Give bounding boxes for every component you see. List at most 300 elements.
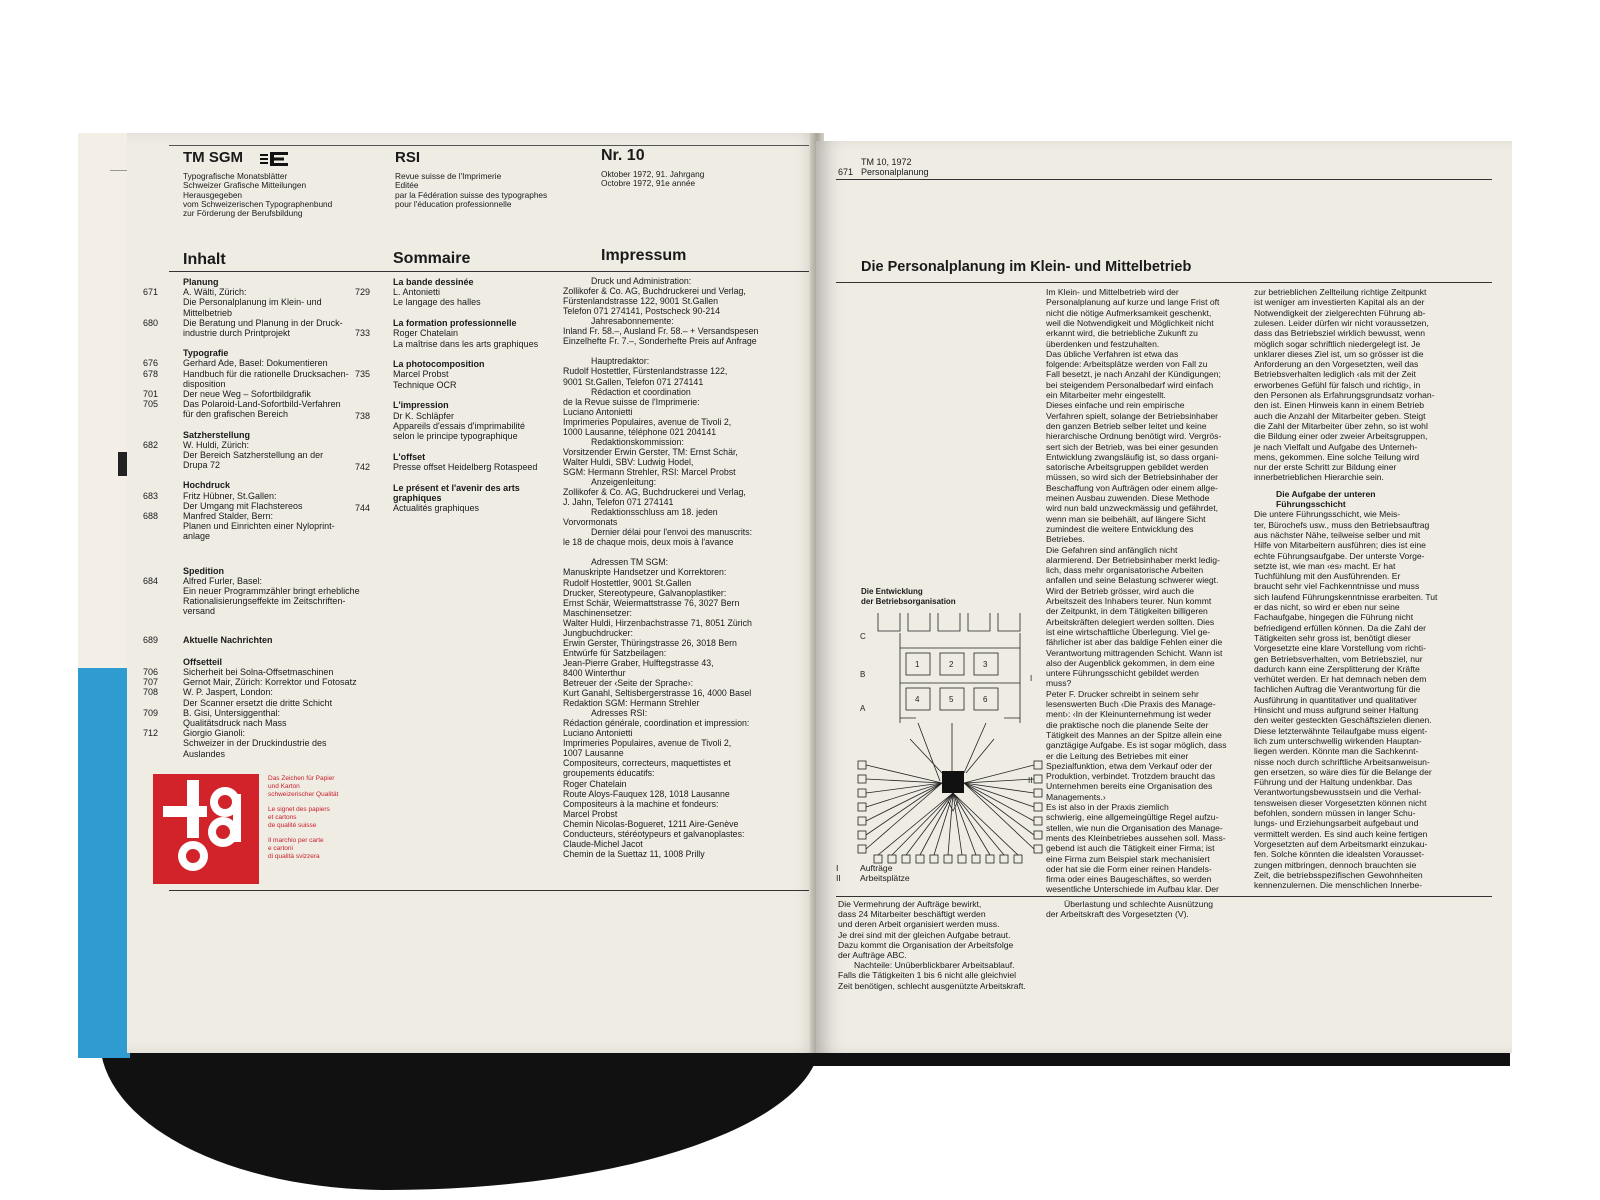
impressum-line: Ernst Schär, Weiermattstrasse 76, 3027 Bern <box>563 597 740 608</box>
impressum-line: Dernier délai pour l'envoi des manuscrits: <box>591 527 753 538</box>
sommaire-page-number: 735 <box>355 369 371 380</box>
caption-line: Die Vermehrung der Aufträge bewirkt, <box>838 899 982 909</box>
workplace-box <box>858 761 866 769</box>
order-bin <box>968 613 990 631</box>
swiss-quality-logo <box>153 774 259 884</box>
article-text-line: befriedigend erfüllen können. Da die Zahl der <box>1254 622 1426 633</box>
article-text-line: überdenken und festzuhalten. <box>1046 338 1160 349</box>
impressum-line: Vorsitzender Erwin Gerster, TM: Ernst Schär, <box>563 446 738 457</box>
article-text-line: vermittelt werden. Es sind auch keine fertigen <box>1254 828 1428 839</box>
article-text-line: Anforderung an den Vorgesetzten, weil das <box>1254 359 1419 370</box>
workplace-box <box>858 831 866 839</box>
impressum-line: Jungbuchdrucker: <box>563 627 633 638</box>
inhalt-page-number: 705 <box>143 399 159 410</box>
inhalt-page-number: 706 <box>143 667 159 677</box>
inhalt-section-title: Planung <box>183 277 219 287</box>
inhalt-section-title: Offsetteil <box>183 656 223 667</box>
inhalt-page-number: 712 <box>143 728 159 739</box>
article-text-line: befohlen, sondern müssen in langer Schu- <box>1254 808 1416 818</box>
section-name: Personalplanung <box>861 167 929 177</box>
inhalt-page-number: 682 <box>143 439 159 450</box>
inhalt-entry-line: Drupa 72 <box>183 460 221 471</box>
article-text-line: verhütet werden. Er hat demnach neben dem <box>1254 674 1427 685</box>
impressum-line: Conducteurs, stéréotypeurs et galvanoplastes: <box>563 828 745 839</box>
task-box-label: 3 <box>983 660 988 669</box>
masthead-line: Herausgegeben <box>183 189 243 200</box>
page-number: 671 <box>838 167 854 177</box>
article-text-line: gen Betriebsverhalten, vom Betriebsziel, nur <box>1254 653 1423 664</box>
article-text-line: gebend ist auch die Tätigkeit einer Firma; ist <box>1046 843 1215 854</box>
back-cover-cyan-band <box>78 668 130 1058</box>
article-text-line: den Personen als Erfahrungsgrundsatz vorhan- <box>1254 390 1435 400</box>
quality-logo-caption-line: et cartons <box>268 814 297 821</box>
task-box-label: 1 <box>915 660 920 669</box>
workplace-box <box>858 845 866 853</box>
article-text-line: echte Führungsaufgabe. Der unterste Vorge- <box>1254 550 1425 561</box>
issue-date-line: Oktober 1972, 91. Jahrgang <box>601 169 705 179</box>
grid-frame <box>900 633 1020 723</box>
caption-line: Falls die Tätigkeiten 1 bis 6 nicht alle gleichviel <box>838 970 1017 981</box>
quality-logo-caption-line: und Karton <box>268 783 300 790</box>
article-text-line: Ausführung in quantitativer und qualitativer <box>1254 694 1417 705</box>
inhalt-page-number: 709 <box>143 707 159 718</box>
impressum-line: Drucker, Stereotypeure, Galvanoplastiker: <box>563 587 727 598</box>
article-text-line: Führung und der Haltung undenkbar. Das <box>1254 777 1413 788</box>
article-text-line: ganztägige Aufgabe. Es ist sogar möglich, dass <box>1046 740 1227 751</box>
caption-line: dass 24 Mitarbeiter beschäftigt werden <box>838 909 986 920</box>
caption-line: Zeit benötigen, schlecht ausgenützte Arbeitskraft. <box>838 980 1026 991</box>
article-text-line: Managements.› <box>1046 791 1106 802</box>
sommaire-page-number: 744 <box>355 502 371 513</box>
right-page <box>816 141 1512 1053</box>
radiating-line <box>953 793 1018 855</box>
masthead-line: vom Schweizerischen Typographenbund <box>183 198 333 209</box>
task-box-label: 2 <box>949 660 954 669</box>
article-text-line: meinen Ausbau zuwenden. Diese Methode <box>1046 493 1210 503</box>
quality-logo-caption-line: Das Zeichen für Papier <box>268 775 335 782</box>
article-text-line: sich laufend Führungskenntnisse erarbeiten. Tut <box>1254 591 1438 602</box>
inhalt-page-number: 701 <box>143 389 159 399</box>
article-text-line: folgende: Arbeitsplätze werden von Fall zu <box>1046 359 1208 370</box>
article-text-line: den weiter gesteckten Geschäftszielen dienen. <box>1254 715 1432 726</box>
task-box-label: 4 <box>915 695 920 704</box>
impressum-line: Rédaction générale, coordination et impression: <box>563 718 750 729</box>
workplace-box <box>958 855 966 863</box>
article-text-line: braucht sehr viel Fachkenntnisse und muss <box>1254 581 1420 592</box>
inhalt-entry-line: Qualitätsdruck nach Mass <box>183 718 287 728</box>
masthead-line: par la Fédération suisse des typographes <box>395 189 548 200</box>
impressum-line: Roger Chatelain <box>563 778 627 789</box>
impressum-line: Adresses RSI: <box>591 708 648 719</box>
article-text-line: zur betrieblichen Zellteilung richtige Zeitpunkt <box>1254 287 1427 297</box>
article-text-line: fen. Solche könnten die idealsten Vorausset- <box>1254 849 1425 860</box>
workplace-box <box>1034 831 1042 839</box>
impressum-line: Imprimeries Populaires, avenue de Tivoli 2, <box>563 738 732 749</box>
impressum-line: Inland Fr. 58.–, Ausland Fr. 58.– + Versandspesen <box>563 326 759 337</box>
impressum-line: Compositeurs, correcteurs, maquettistes et <box>563 758 731 769</box>
impressum-line: Zollikofer & Co. AG, Buchdruckerei und Verlag, <box>563 286 746 297</box>
article-text-line: Hilfe von Mitarbeitern ausführen; dies ist eine <box>1254 540 1426 551</box>
sommaire-section-title: La formation professionnelle <box>393 318 517 329</box>
article-text-line: Produktion, verbindet. Trotzdem braucht das <box>1046 771 1216 782</box>
article-text-line: Diese letzterwähnte Teilaufgabe muss eigent- <box>1254 725 1428 736</box>
article-text-line: Arbeitskräften delegiert werden sollten. Dies <box>1046 616 1215 627</box>
masthead-line: Editée <box>395 180 419 191</box>
supervisor-box <box>942 771 964 793</box>
inhalt-entry-line: Gernot Mair, Zürich: Korrektor und Fotosatz <box>183 677 357 688</box>
article-text-line: liegen werden. Könnte man die Sachkennt- <box>1254 746 1419 757</box>
article-text-line: lesenswerten Buch ‹Die Praxis des Manage- <box>1046 699 1216 709</box>
radiating-line <box>878 793 953 855</box>
article-text-line: satorische Arbeitsgruppen gebildet werden <box>1046 462 1209 473</box>
sommaire-entry-line: Le langage des halles <box>393 297 481 308</box>
radiating-line <box>906 793 953 855</box>
impressum-line: 1007 Lausanne <box>563 748 624 759</box>
article-text-line: ments des Kleinbetriebes aussehen soll. Mass- <box>1046 832 1226 843</box>
impressum-line: Entwürfe für Satzbeilagen: <box>563 647 667 658</box>
masthead-line: Revue suisse de l'Imprimerie <box>395 171 502 181</box>
sommaire-section-title: graphiques <box>393 492 442 503</box>
article-text-line: den ist. Einen Hinweis kann in einem Betrieb <box>1254 400 1425 411</box>
quality-logo-caption-line: de qualité suisse <box>268 822 317 829</box>
impressum-line: Walter Huldi, SBV: Ludwig Hodel, <box>563 456 694 467</box>
article-text-line: Fall besetzt, je nach Anzahl der Kündigungen; <box>1046 369 1221 380</box>
radiating-line <box>866 765 942 783</box>
article-text-line: Spezialfunktion, etwa dem Verkauf oder der <box>1046 760 1213 771</box>
order-bin <box>908 613 930 631</box>
article-text-line: ist eine wirtschaftliche Überlegung. Viel ge- <box>1046 626 1211 637</box>
caption-line: Überlastung und schlechte Ausnützung <box>1064 899 1214 909</box>
radiating-line <box>964 783 1034 793</box>
masthead-tm-sgm: TM SGM <box>183 149 243 166</box>
radiating-line <box>964 779 1034 783</box>
inhalt-entry-line: Sicherheit bei Solna-Offsetmaschinen <box>183 667 334 677</box>
inhalt-entry-line: Rationalisierungseffekte im Zeitschriften- <box>183 596 346 607</box>
quality-logo-caption-line: schweizerischer Qualität <box>268 791 339 798</box>
issue-date-line: Octobre 1972, 91e année <box>601 178 696 189</box>
heading-sommaire: Sommaire <box>393 250 471 267</box>
impressum-line: Erwin Gerster, Thüringstrasse 26, 3018 Bern <box>563 637 737 648</box>
workplace-box <box>858 817 866 825</box>
impressum-line: Luciano Antonietti <box>563 728 633 739</box>
article-text-line: der Zeitpunkt, in dem Tätigkeiten billigeren <box>1046 606 1208 617</box>
impressum-line: Redaktionsschluss am 18. jeden <box>591 507 718 518</box>
impressum-line: Walter Huldi, Hirzenbachstrasse 71, 8051 Zürich <box>563 617 752 628</box>
article-text-line: lich zum unterschwellig wirkenden Hauptan- <box>1254 735 1422 746</box>
inhalt-entry-line: Gerhard Ade, Basel: Dokumentieren <box>183 358 328 369</box>
article-text-line: Hinsicht und muss aufgrund seiner Haltung <box>1254 705 1419 715</box>
inhalt-page-number: 707 <box>143 677 159 688</box>
article-text-line: auch die Anzahl der Mitarbeiter geben. Steigt <box>1254 410 1426 421</box>
inhalt-page-number: 678 <box>143 368 159 379</box>
row-label-a: A <box>860 704 866 713</box>
sommaire-page-number: 729 <box>355 287 371 298</box>
left-page <box>127 133 824 1053</box>
article-text-line: Zeit, die betriebsspezifischen Gewohnheiten <box>1254 869 1423 880</box>
article-text-line: untere Führungsschicht gebildet werden <box>1046 668 1199 679</box>
workplace-box <box>986 855 994 863</box>
article-text-line: aus nächster Nähe, teilweise selber und mit <box>1254 529 1421 540</box>
impressum-line: Compositeurs à la machine et fondeurs: <box>563 798 719 809</box>
sommaire-entry-line: Actualités graphiques <box>393 502 480 513</box>
sommaire-entry-line: Appareils d'essais d'imprimabilité <box>393 420 525 431</box>
article-text-line: Peter F. Drucker schreibt in seinem sehr <box>1046 688 1199 699</box>
workplace-box <box>874 855 882 863</box>
impressum-line: Rudolf Hostettler, 9001 St.Gallen <box>563 577 692 588</box>
article-text-line: je nach Vielfalt und Aufgabe des Unterneh- <box>1254 441 1418 452</box>
article-text-line: erworbenes Gefühl für falsch und richtig›, in <box>1254 379 1421 390</box>
article-text-line: schwierig, eine allgemeingültige Regel aufzu- <box>1046 812 1219 823</box>
article-text-line: er die Leitung des Betriebes mit einer <box>1046 750 1189 761</box>
impressum-line: Druck und Administration: <box>591 276 692 286</box>
article-text-line: alarmierend. Der Betriebsinhaber merkt ledig- <box>1046 554 1220 565</box>
article-text-line: wenn man sie beibehält, auf längere Sicht <box>1046 513 1206 524</box>
article-text-line: Tätigkeit des Mannes an der Spitze allein eine <box>1046 729 1222 740</box>
article-text-line: fährlicher ist aber das baldige Fehlen einer die <box>1046 637 1223 648</box>
impressum-line: groupements éducatifs: <box>563 768 655 779</box>
radiating-line <box>964 765 1034 783</box>
impressum-line: Vorvormonats <box>563 517 618 528</box>
sommaire-section-title: L'impression <box>393 400 449 411</box>
impressum-line: Maschinensetzer: <box>563 607 632 618</box>
masthead-line: zur Förderung der Berufsbildung <box>183 208 303 219</box>
task-box-label: 5 <box>949 695 954 704</box>
article-text-line: dadurch kann eine Zersplitterung der Kräfte <box>1254 663 1420 674</box>
sommaire-section-title: L'offset <box>393 451 426 462</box>
legend-label: Aufträge <box>860 863 893 873</box>
article-text-line: wird nun bald unzweckmässig und gefährdet, <box>1046 503 1218 514</box>
inhalt-page-number: 708 <box>143 687 159 698</box>
sommaire-entry-line: Presse offset Heidelberg Rotaspeed <box>393 461 538 472</box>
organization-diagram-svg <box>854 611 1044 884</box>
impressum-line: Chemin Nicolas-Bogueret, 1211 Aire-Genève <box>563 818 739 829</box>
article-text-line: zungen mitbringen, dennoch brauchten sie <box>1254 859 1417 870</box>
inhalt-entry-line: versand <box>183 606 216 617</box>
article-text-line: Verantwortungsbewusstsein und die Verhal- <box>1254 787 1422 798</box>
article-text-line: er das nicht, so wird er eben nur seine <box>1254 602 1400 612</box>
impressum-line: 1000 Lausanne, téléphone 021 204141 <box>563 426 717 437</box>
inhalt-entry-line: Auslandes <box>183 748 226 759</box>
workplace-box <box>930 855 938 863</box>
inhalt-section-title: Typografie <box>183 348 229 359</box>
article-text-line: Das übliche Verfahren ist etwa das <box>1046 348 1179 359</box>
inhalt-page-number: 671 <box>143 287 159 298</box>
masthead-rsi: RSI <box>395 149 421 166</box>
title-rule <box>836 282 1492 283</box>
radiating-line <box>964 783 1034 807</box>
inhalt-entry-line: A. Wälti, Zürich: <box>183 287 247 298</box>
article-text-line: zulesen. Leider dürfen wir nicht voraussetzen, <box>1254 317 1429 328</box>
inhalt-section-title: Satzherstellung <box>183 429 251 440</box>
contents-rule <box>169 271 809 272</box>
workplace-box <box>1034 845 1042 853</box>
running-head: TM 10, 1972 <box>861 157 912 167</box>
inhalt-entry-line: Der Umgang mit Flachstereos <box>183 500 303 511</box>
organization-diagram <box>854 611 1044 884</box>
inhalt-entry-line: disposition <box>183 378 226 389</box>
article-text-line: Es ist also in der Praxis ziemlich <box>1046 802 1169 812</box>
header-rule <box>836 179 1492 180</box>
article-text-line: Verfahren spielt, solange der Betriebsinhaber <box>1046 410 1218 421</box>
inhalt-entry-line: Das Polaroid-Land-Sofortbild-Verfahren <box>183 399 341 410</box>
masthead-line: Schweizer Grafische Mitteilungen <box>183 180 307 191</box>
workplace-box <box>1034 761 1042 769</box>
article-text-line: firma oder eines Baugeschäftes, so werden <box>1046 874 1212 885</box>
sommaire-entry-line: selon le principe typographique <box>393 430 518 441</box>
inhalt-page-number: 688 <box>143 511 159 521</box>
inhalt-entry-line: Schweizer in der Druckindustrie des <box>183 738 327 749</box>
article-text-line: oder hat sie die Form einer reinen Handels- <box>1046 863 1212 874</box>
row-label-b: B <box>860 670 866 679</box>
article-subheading: Die Aufgabe der unteren <box>1276 488 1376 499</box>
order-bin <box>938 613 960 631</box>
quality-logo-caption-line: e cartoni <box>268 845 293 852</box>
article-text-line: Wird der Betrieb grösser, wird auch die <box>1046 585 1195 596</box>
impressum-line: Kurt Ganahl, Seltisbergerstrasse 16, 4000 Basel <box>563 688 752 699</box>
sommaire-page-number: 742 <box>355 461 371 472</box>
inhalt-entry-line: Alfred Furler, Basel: <box>183 575 263 586</box>
workplace-box <box>1034 789 1042 797</box>
inhalt-page-number: 680 <box>143 317 159 328</box>
impressum-line: Einzelhefte Fr. 7.–, Sonderhefte Preis auf Anfrage <box>563 336 757 347</box>
impressum-line: Route Aloys-Fauquex 128, 1018 Lausanne <box>563 788 730 799</box>
article-text-line: Die untere Führungsschicht, wie Meis- <box>1254 509 1401 520</box>
radiating-line <box>964 783 1034 849</box>
article-text-line: ein Mitarbeiter mehr eingestellt. <box>1046 390 1166 400</box>
article-text-line: tensweisen dieser Vorgesetzten können nicht <box>1254 797 1427 808</box>
sommaire-section-title: La bande dessinée <box>393 277 474 287</box>
article-text-line: müssen, so wird sich der Betriebsinhaber der <box>1046 472 1218 483</box>
caption-line: Dazu kommt die Organisation der Arbeitsfolge <box>838 939 1014 950</box>
radiating-line <box>953 793 976 855</box>
inhalt-entry-line: Der neue Weg – Sofortbildgrafik <box>183 389 311 399</box>
article-text-line: ment›: ‹In der Kleinunternehmung ist weder <box>1046 709 1212 720</box>
inhalt-entry-line: Planen und Einrichten einer Nyloprint- <box>183 521 335 532</box>
sommaire-entry-line: Roger Chatelain <box>393 328 459 339</box>
quality-logo-caption-line: Le signet des papiers <box>268 806 330 813</box>
impressum-line: Marcel Probst <box>563 808 618 819</box>
article-text-line: Unternehmen bereits eine Organisation des <box>1046 781 1213 792</box>
impressum-line: J. Jahn, Telefon 071 274141 <box>563 497 674 508</box>
workplace-box <box>916 855 924 863</box>
bottom-rule <box>169 890 809 891</box>
inhalt-page-number: 676 <box>143 358 159 369</box>
article-text-line: Die Gefahren sind anfänglich nicht <box>1046 544 1178 555</box>
radiating-line <box>866 783 942 807</box>
workplace-box <box>858 803 866 811</box>
article-text-line: Entwicklung zwangsläufig ist, so dass organi- <box>1046 451 1219 462</box>
sommaire-section-title: La photocomposition <box>393 359 485 370</box>
article-text-line: hierarchische Ordnung benötigt wird. Vergrös- <box>1046 431 1222 442</box>
workplace-box <box>858 775 866 783</box>
article-text-line: bei steigendem Personalbedarf wird einfach <box>1046 379 1214 390</box>
caption-line: der Arbeitskraft des Vorgesetzten (V). <box>1046 909 1189 920</box>
impressum-line: Zollikofer & Co. AG, Buchdruckerei und Verlag, <box>563 487 746 498</box>
article-text-line: erkannt wird, die betriebliche Zukunft zu <box>1046 328 1198 339</box>
inhalt-entry-line: Mittelbetrieb <box>183 307 233 318</box>
impressum-line: Redaktion SGM: Hermann Strehler <box>563 698 700 709</box>
article-text-line: mens, gekommen. Eine solche Teilung wird <box>1254 451 1420 462</box>
radiating-line <box>964 783 1034 835</box>
workplace-box <box>1034 775 1042 783</box>
inhalt-section-title: Hochdruck <box>183 480 231 491</box>
inhalt-page-number: 684 <box>143 575 159 586</box>
workplace-box <box>972 855 980 863</box>
radiating-line <box>866 783 942 835</box>
article-title: Die Personalplanung im Klein- und Mittelbetrieb <box>861 259 1192 275</box>
caption-line: Nachteile: Unüberblickbarer Arbeitsablauf. <box>854 960 1015 971</box>
article-text-line: die Bildung einer oder zweier Arbeitsgruppen, <box>1254 431 1428 442</box>
workplace-box <box>902 855 910 863</box>
article-text-line: Arbeitszeit des Inhabers teurer. Nun kommt <box>1046 596 1212 606</box>
sommaire-entry-line: Technique OCR <box>393 379 457 390</box>
article-text-line: fachlichen Auftrag die Verantwortung für die <box>1254 684 1421 695</box>
impressum-line: Fürstenlandstrasse 122, 9001 St.Gallen <box>563 296 719 307</box>
inhalt-entry-line: anlage <box>183 531 211 542</box>
article-text-line: wesentliche Unterschiede im Aufbau klar. Der <box>1046 884 1219 895</box>
impressum-line: 9001 St.Gallen, Telefon 071 274141 <box>563 376 704 387</box>
sommaire-page-number: 733 <box>355 328 371 339</box>
roman-label-ii: II <box>1028 776 1033 785</box>
article-text-line: eine Firma zum Beispiel stark mechanisiert <box>1046 853 1210 864</box>
article-text-line: ter, Bürochefs usw., muss den Betriebsauftrag <box>1254 519 1430 530</box>
impressum-line: Redaktionskommission: <box>591 436 684 447</box>
task-box-label: 6 <box>983 695 988 704</box>
inhalt-entry-line: Die Beratung und Planung in der Druck- <box>183 317 343 328</box>
impressum-line: 8400 Winterthur <box>563 667 626 678</box>
article-text-line: Betriebsverhalten lediglich ‹als mit der Zeit <box>1254 369 1416 380</box>
inhalt-section-title: Aktuelle Nachrichten <box>183 634 273 645</box>
article-text-line: Tuchfühlung mit den Ausführenden. Er <box>1254 571 1401 582</box>
article-text-line: Tätigkeiten sehr gross ist, benötigt dieser <box>1254 632 1411 643</box>
article-text-line: anfallen und seine Belastung schwerer wiegt. <box>1046 575 1219 586</box>
legend-label: Arbeitsplätze <box>860 873 910 884</box>
inhalt-entry-line: Der Scanner ersetzt die dritte Schicht <box>183 697 333 708</box>
inhalt-entry-line: für den grafischen Bereich <box>183 409 289 420</box>
article-text-line: zumindest die weitere Entwicklung des <box>1046 523 1194 534</box>
article-text-line: Vorgesetzte eine klare Vorstellung vom richti- <box>1254 643 1426 654</box>
article-text-line: nisse noch durch schriftliche Arbeitsanweisun- <box>1254 756 1430 767</box>
impressum-line: Telefon 071 274141, Postscheck 90-214 <box>563 306 720 317</box>
impressum-line: Luciano Antonietti <box>563 406 633 417</box>
impressum-line: Chemin de la Suettaz 11, 1008 Prilly <box>563 848 705 859</box>
article-text-line: dass das Betriebsziel wirklich bewusst, wenn <box>1254 328 1425 339</box>
caption-line: Je drei sind mit der gleichen Aufgabe betraut. <box>838 929 1011 940</box>
workplace-box <box>1034 803 1042 811</box>
article-text-line: muss? <box>1046 678 1072 689</box>
masthead-line: pour l'éducation professionnelle <box>395 198 512 209</box>
impressum-line: Betreuer der ‹Seite der Sprache›: <box>563 678 694 688</box>
article-text-line: Betriebes. <box>1046 534 1085 545</box>
article-text-line: die praktische noch die planende Seite der <box>1046 719 1209 730</box>
tm-sgm-logo-icon <box>260 152 292 166</box>
sommaire-page-number: 738 <box>355 410 371 421</box>
inhalt-entry-line: B. Gisi, Untersiggenthal: <box>183 707 281 718</box>
impressum-line: Manuskripte Handsetzer und Korrektoren: <box>563 567 727 578</box>
inhalt-entry-line: Der Bereich Satzherstellung an der <box>183 450 324 460</box>
impressum-line: Anzeigenleitung: <box>591 477 657 487</box>
article-text-line: Im Klein- und Mittelbetrieb wird der <box>1046 287 1179 297</box>
article-text-line: Verantwortung mittragenden Schicht. Wann ist <box>1046 647 1223 658</box>
article-text-line: unklarer dieses Ziel ist, um so grösser ist die <box>1254 348 1424 359</box>
inhalt-entry-line: Handbuch für die rationelle Drucksachen- <box>183 368 349 379</box>
impressum-line: SGM: Hermann Strehler, RSI: Marcel Probst <box>563 466 736 477</box>
workplace-box <box>858 789 866 797</box>
sommaire-entry-line: Dr K. Schläpfer <box>393 410 455 421</box>
legend-key: II <box>836 873 841 884</box>
inhalt-entry-line: W. P. Jaspert, London: <box>183 687 273 698</box>
impressum-line: de la Revue suisse de l'Imprimerie: <box>563 396 700 407</box>
